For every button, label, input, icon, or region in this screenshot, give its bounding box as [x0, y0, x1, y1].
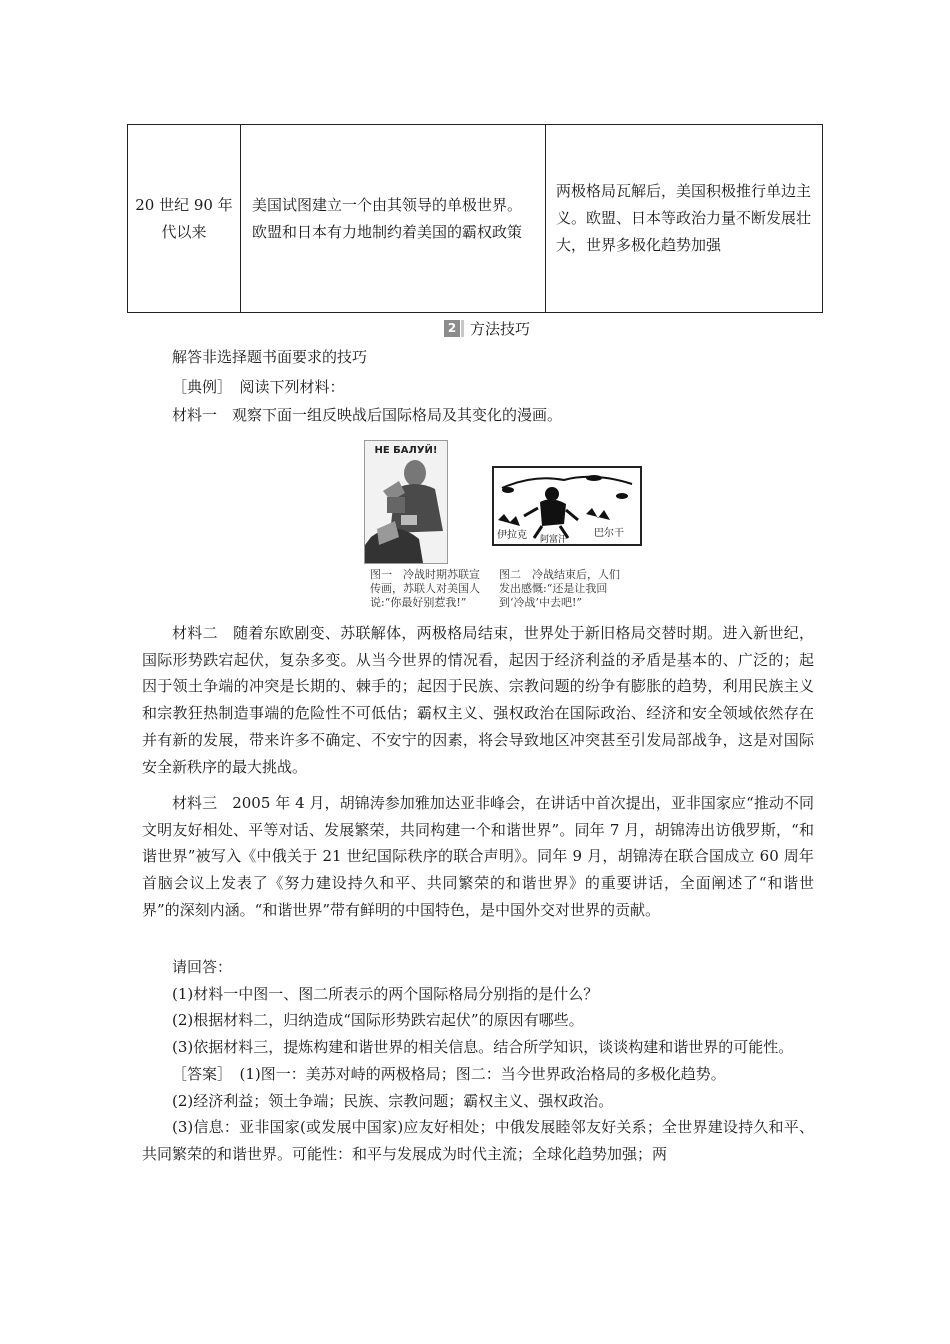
material-two-block [142, 620, 814, 780]
figure2-caption-1: 图二 冷战结束后，人们 [499, 568, 620, 581]
material-one-intro: 材料一 观察下面一组反映战后国际格局及其变化的漫画。 [172, 406, 563, 424]
cartoon-post-cold-war [492, 466, 642, 546]
label-iraq: 伊拉克 [497, 530, 527, 541]
figure1-caption-3: 说:“你最好别惹我!” [370, 596, 467, 609]
figure2-caption-2: 发出感慨:“还是让我回 [499, 582, 608, 595]
question-3: (3)依据材料三，提炼构建和谐世界的相关信息。结合所学知识，谈谈构建和谐世界的可能性。 [172, 1038, 794, 1057]
period-cell: 20 世纪 90 年代以来 [128, 125, 241, 313]
comparison-table [127, 124, 823, 313]
cartoon-soviet-poster [364, 440, 448, 564]
subtitle: 解答非选择题书面要求的技巧 [172, 348, 368, 366]
figure1-caption-2: 传画，苏联人对美国人 [370, 582, 480, 595]
answer-1: ［答案］ (1)图一：美苏对峙的两极格局；图二：当今世界政治格局的多极化趋势。 [172, 1064, 726, 1083]
answer-2: (2)经济利益；领土争端；民族、宗教问题；霸权主义、强权政治。 [172, 1091, 614, 1110]
question-2: (2)根据材料二，归纳造成“国际形势跌宕起伏”的原因有哪些。 [172, 1011, 584, 1030]
poster-slogan: НЕ БАЛУЙ! [374, 445, 438, 456]
description-cell: 美国试图建立一个由其领导的单极世界。欧盟和日本有力地制约着美国的霸权政策 [241, 125, 546, 313]
table-row [128, 125, 823, 313]
label-balkans: 巴尔干 [594, 528, 624, 539]
material-two-text: 材料二 随着东欧剧变、苏联解体，两极格局结束，世界处于新旧格局交替时期。进入新世纪，国际形势跌宕起伏，复杂多变。从当今世界的情况看，起因于经济利益的矛盾是基本的、广泛的；起因于领土争端的冲突是长期的、棘手的；起因于民族、宗教问题的纷争有膨胀的趋势，利用民族主义和宗教狂热制造事端的危险性不可低估；霸权主义、强权政治在国际政治、经济和安全领域依然存在并有新的发展，带来许多不确定、不安宁的因素，将会导致地区冲突甚至引发局部战争，这是对国际安全新秩序的最大挑战。 [142, 624, 814, 776]
section-number-badge: 2 [444, 320, 460, 337]
prompt-text: 请回答： [172, 958, 233, 976]
label-afghanistan: 阿富汗 [540, 535, 568, 544]
material-three-text: 材料三 2005 年 4 月，胡锦涛参加雅加达亚非峰会，在讲话中首次提出，亚非国家应“推动不同文明友好相处、平等对话、发展繁荣，共同构建一个和谐世界”。同年 7 月，胡锦涛出访俄罗斯，“和谐世界”被写入《中俄关于 21 世纪国际秩序的联合声明》。同年 9 月，胡锦涛在联合国成立 60 周年首脑会议上发表了《努力建设持久和平、共同繁荣的和谐世界》的重要讲话，全面阐述了“和谐世界”的深刻内涵。“和谐世界”带有鲜明的中国特色，是中国外交对世界的贡献。 [142, 794, 814, 919]
example-label: ［典例］ 阅读下列材料： [172, 378, 345, 396]
figure2-caption-3: 到‘冷战’中去吧!” [499, 596, 583, 609]
question-1: (1)材料一中图一、图二所表示的两个国际格局分别指的是什么？ [172, 984, 599, 1003]
material-three-block [142, 790, 814, 924]
answer-3: (3)信息：亚非国家(或发展中国家)应友好相处；中俄发展睦邻友好关系；全世界建设持久和平、共同繁荣的和谐世界。可能性：和平与发展成为时代主流；全球化趋势加强；两 [142, 1118, 814, 1163]
figure1-caption-1: 图一 冷战时期苏联宣 [370, 568, 480, 581]
analysis-cell: 两极格局瓦解后，美国积极推行单边主义。欧盟、日本等政治力量不断发展壮大，世界多极化趋势加强 [546, 125, 823, 313]
questions-block [142, 954, 814, 1168]
poster-illustration [365, 441, 447, 563]
cartoon-illustration [494, 468, 640, 544]
section-title: 方法技巧 [470, 319, 531, 338]
section-heading [444, 317, 530, 339]
